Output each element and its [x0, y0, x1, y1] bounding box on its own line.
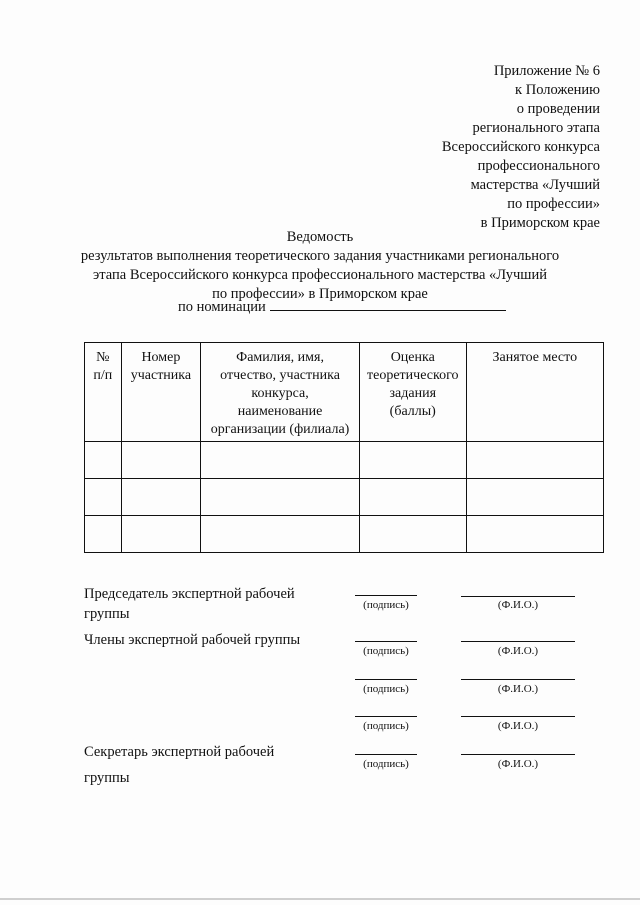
table-cell[interactable]: [201, 442, 360, 479]
member-signature-line[interactable]: [355, 641, 417, 642]
table-cell[interactable]: [121, 516, 201, 553]
header-score: [359, 343, 466, 442]
table-row: [85, 516, 604, 553]
header-place: [466, 343, 603, 442]
chairman-label-line: Председатель экспертной рабочей: [84, 586, 295, 602]
header-number: [85, 343, 122, 442]
signature-caption: (подпись): [363, 599, 409, 611]
appendix-line: регионального этапа: [472, 120, 600, 136]
appendix-line: о проведении: [516, 101, 600, 117]
header-text: Фамилия, имя,: [236, 350, 324, 365]
table-cell[interactable]: [201, 479, 360, 516]
member-name-line[interactable]: [461, 716, 575, 717]
table-cell[interactable]: [359, 516, 466, 553]
name-caption: (Ф.И.О.): [497, 758, 539, 770]
nomination-blank-line[interactable]: [270, 298, 506, 311]
table-row: [85, 479, 604, 516]
header-text: п/п: [93, 368, 113, 383]
header-text: (баллы): [389, 404, 436, 419]
header-text: Номер: [141, 350, 181, 365]
appendix-line: Приложение № 6: [493, 63, 600, 79]
chairman-label-line: группы: [84, 606, 130, 622]
appendix-line: в Приморском крае: [480, 215, 600, 231]
secretary-signature-line[interactable]: [355, 754, 417, 755]
appendix-block: [340, 62, 600, 233]
secretary-label-line: группы: [84, 770, 130, 786]
secretary-name-line[interactable]: [461, 754, 575, 755]
header-full-name: [201, 343, 360, 442]
chairman-label: [84, 584, 295, 624]
table-cell[interactable]: [466, 479, 603, 516]
members-label: Члены экспертной рабочей группы: [84, 632, 301, 648]
title-line: этапа Всероссийского конкурса профессионального мастерства «Лучший: [93, 267, 547, 283]
appendix-line: Всероссийского конкурса: [441, 139, 600, 155]
name-caption: (Ф.И.О.): [497, 599, 539, 611]
appendix-line: по профессии»: [507, 196, 600, 212]
nomination-field: [178, 298, 506, 317]
signature-caption: (подпись): [363, 683, 409, 695]
appendix-line: к Положению: [515, 82, 600, 98]
header-text: задания: [389, 386, 437, 401]
table-cell[interactable]: [466, 442, 603, 479]
header-participant-number: [121, 343, 201, 442]
nomination-label: по номинации: [178, 299, 266, 315]
page-bottom-edge: [0, 898, 640, 900]
appendix-line: профессионального: [477, 158, 600, 174]
name-caption: (Ф.И.О.): [497, 720, 539, 732]
name-caption: (Ф.И.О.): [497, 645, 539, 657]
header-text: Оценка: [390, 350, 435, 365]
chairman-name-line[interactable]: [461, 596, 575, 597]
signature-caption: (подпись): [363, 645, 409, 657]
table-cell[interactable]: [85, 479, 122, 516]
member-signature-line[interactable]: [355, 679, 417, 680]
header-text: организации (филиала): [210, 422, 350, 437]
appendix-line: мастерства «Лучший: [470, 177, 600, 193]
header-text: Занятое место: [492, 350, 578, 365]
chairman-signature-line[interactable]: [355, 595, 417, 596]
secretary-label-line: Секретарь экспертной рабочей: [84, 744, 275, 760]
signature-caption: (подпись): [363, 758, 409, 770]
header-text: теоретического: [367, 368, 459, 383]
name-caption: (Ф.И.О.): [497, 683, 539, 695]
table-cell[interactable]: [466, 516, 603, 553]
table-cell[interactable]: [201, 516, 360, 553]
table-cell[interactable]: [85, 442, 122, 479]
table-cell[interactable]: [359, 442, 466, 479]
header-text: отчество, участника: [220, 368, 340, 383]
title-line: по профессии» в Приморском крае: [212, 286, 428, 302]
table-cell[interactable]: [85, 516, 122, 553]
table-cell[interactable]: [121, 442, 201, 479]
title-line: результатов выполнения теоретического задания участниками регионального: [80, 248, 560, 264]
results-table: [84, 342, 604, 553]
header-text: конкурса,: [251, 386, 309, 401]
member-signature-line[interactable]: [355, 716, 417, 717]
member-name-line[interactable]: [461, 641, 575, 642]
header-text: наименование: [237, 404, 323, 419]
title-heading: Ведомость: [286, 229, 354, 245]
table-cell[interactable]: [121, 479, 201, 516]
header-text: участника: [130, 368, 192, 383]
table-header-row: [85, 343, 604, 442]
header-text: №: [96, 350, 110, 365]
table-cell[interactable]: [359, 479, 466, 516]
secretary-label: [84, 742, 274, 788]
document-title: [60, 228, 580, 304]
table-row: [85, 442, 604, 479]
member-name-line[interactable]: [461, 679, 575, 680]
signature-caption: (подпись): [363, 720, 409, 732]
